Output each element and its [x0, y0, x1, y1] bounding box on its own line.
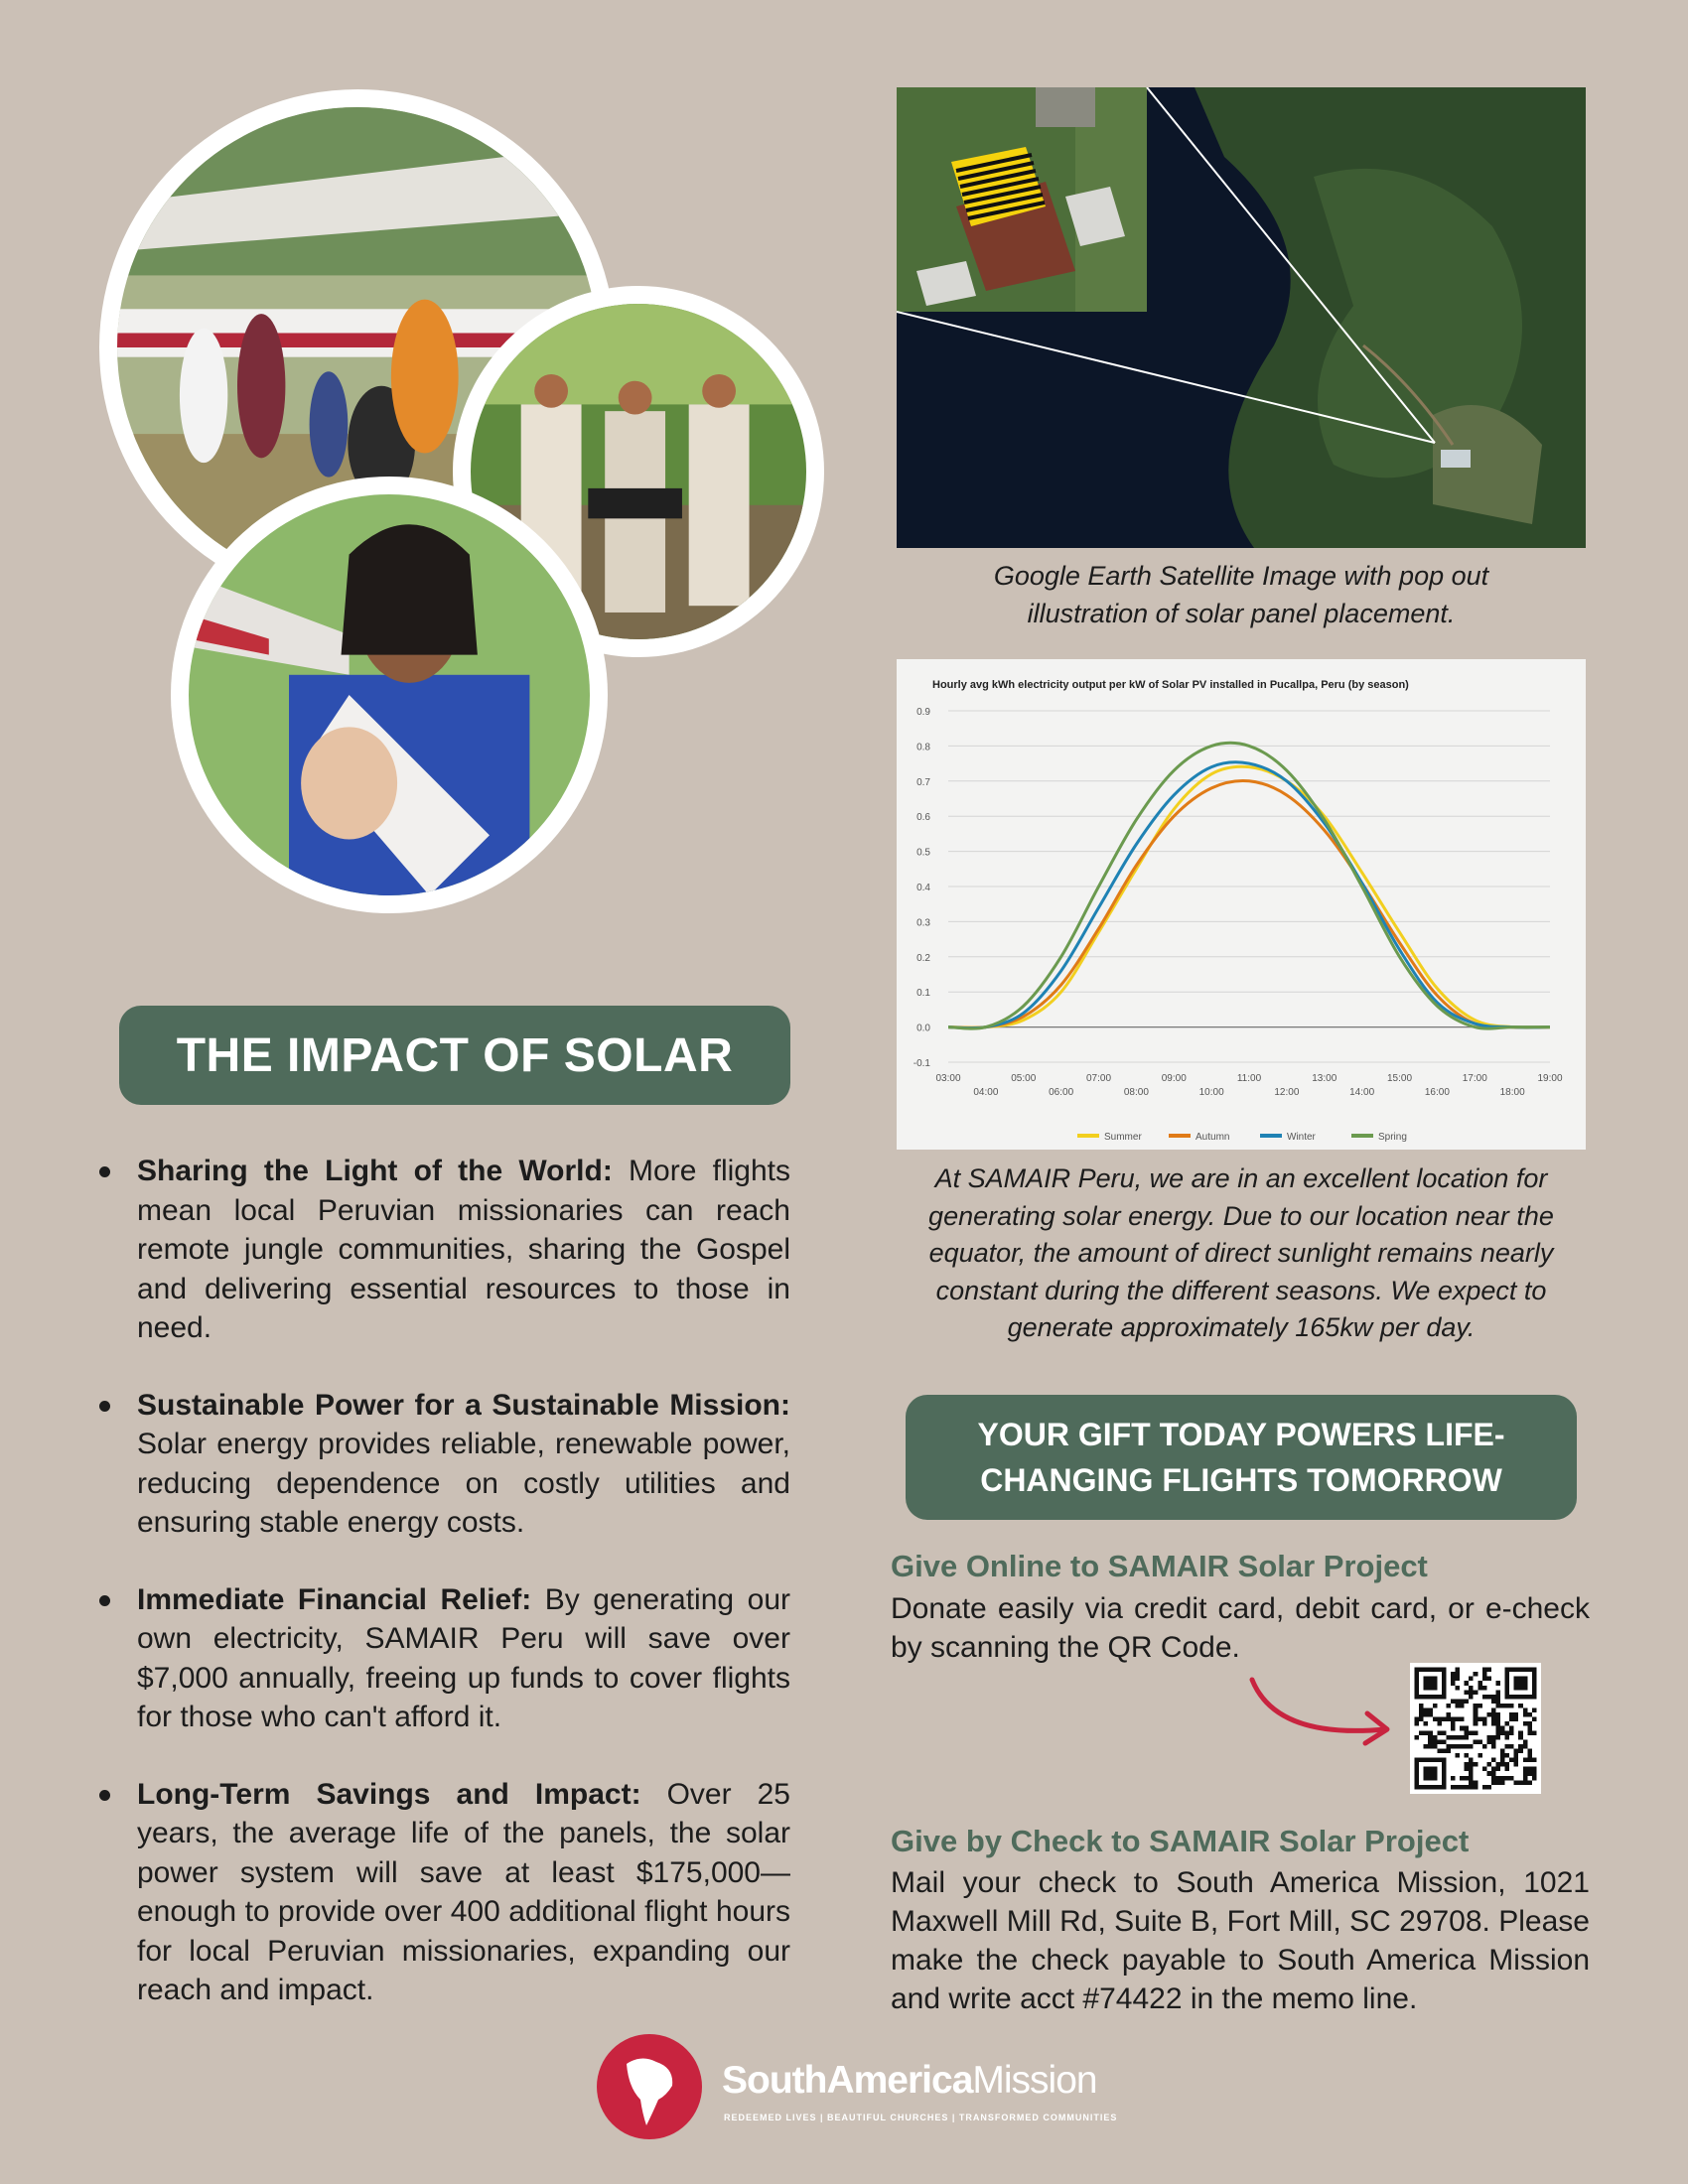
give-check-text: Mail your check to South America Mission, 1021 Maxwell Mill Rd, Suite B, Fort Mill, SC 29708. Please make the check payable to South America Mission and write acct #74422 in the memo line. — [891, 1866, 1590, 2015]
bullet-lead: Long-Term Savings and Impact: — [137, 1777, 641, 1811]
photo-mother-child — [189, 494, 590, 895]
x-tick-label: 05:00 — [1011, 1073, 1037, 1084]
legend-label: Winter — [1287, 1132, 1316, 1143]
give-check-heading: Give by Check to SAMAIR Solar Project — [891, 1824, 1470, 1858]
impact-bullet-list — [99, 1152, 790, 2048]
bullet-text: Solar energy provides reliable, renewable power, reducing dependence on costly utilities and ensuring stable energy costs. — [137, 1428, 790, 1539]
x-tick-label: 06:00 — [1049, 1087, 1074, 1098]
south-america-logo-icon — [597, 2034, 702, 2139]
x-tick-label: 08:00 — [1123, 1087, 1149, 1098]
brand-name — [722, 2059, 1097, 2103]
y-tick-label: 0.0 — [916, 1023, 930, 1034]
x-tick-label: 09:00 — [1161, 1073, 1187, 1084]
legend-label: Summer — [1104, 1132, 1142, 1143]
x-tick-label: 17:00 — [1462, 1073, 1487, 1084]
y-tick-label: 0.2 — [916, 952, 930, 964]
brand-name-bold: SouthAmerica — [722, 2059, 973, 2102]
bullet-lead: Immediate Financial Relief: — [137, 1582, 532, 1616]
x-tick-label: 15:00 — [1386, 1073, 1413, 1084]
x-tick-label: 12:00 — [1274, 1087, 1300, 1098]
x-tick-label: 07:00 — [1085, 1073, 1112, 1084]
bullet-text: By generating our own electricity, SAMAIR Peru will save over $7,000 annually, freeing up funds to cover flights for those who can't afford it. — [137, 1582, 790, 1733]
x-tick-label: 13:00 — [1312, 1073, 1337, 1084]
chart-caption: At SAMAIR Peru, we are in an excellent location for generating solar energy. Due to our location near the equator, the amount of direct sunlight remains nearly constant during the different seasons. We expect to generate approximately 165kw per day. — [928, 1163, 1554, 1342]
legend-label: Spring — [1378, 1132, 1407, 1143]
y-tick-label: 0.7 — [916, 776, 930, 788]
satellite-caption: Google Earth Satellite Image with pop out illustration of solar panel placement. — [993, 561, 1489, 628]
arrow-icon — [1246, 1670, 1405, 1759]
x-tick-label: 16:00 — [1424, 1087, 1450, 1098]
bullet-item — [99, 1386, 790, 1543]
y-tick-label: 0.1 — [916, 988, 930, 1000]
y-tick-label: 0.8 — [916, 742, 930, 753]
bullet-item — [99, 1152, 790, 1348]
bullet-text: More flights mean local Peruvian missionaries can reach remote jungle communities, sharing the Gospel and delivering essential resources to those in need. — [137, 1155, 790, 1344]
x-tick-label: 04:00 — [973, 1087, 999, 1098]
series-line-spring — [948, 743, 1550, 1028]
x-tick-label: 11:00 — [1236, 1073, 1262, 1084]
bullet-lead: Sustainable Power for a Sustainable Mission: — [137, 1388, 790, 1422]
bullet-dot — [99, 1166, 110, 1177]
x-tick-label: 19:00 — [1537, 1073, 1563, 1084]
chart-svg — [897, 659, 1586, 1150]
y-tick-label: 0.4 — [916, 883, 930, 893]
give-online-heading: Give Online to SAMAIR Solar Project — [891, 1549, 1428, 1583]
bullet-dot — [99, 1595, 110, 1606]
x-tick-label: 18:00 — [1499, 1087, 1525, 1098]
satellite-image — [897, 87, 1586, 548]
inset-solar-panel-illustration — [897, 87, 1147, 312]
bullet-item — [99, 1580, 790, 1737]
x-tick-label: 10:00 — [1198, 1087, 1224, 1098]
solar-output-chart — [897, 659, 1586, 1150]
y-tick-label: 0.3 — [916, 917, 930, 929]
chart-title: Hourly avg kWh electricity output per kW of Solar PV installed in Pucallpa, Peru (by season) — [932, 679, 1409, 691]
bullet-text: Over 25 years, the average life of the panels, the solar power system will save at least $175,000—enough to provide over 400 additional flight hours for local Peruvian missionaries, expanding our reach and impact. — [137, 1777, 790, 2006]
y-tick-label: -0.1 — [913, 1058, 930, 1069]
bullet-dot — [99, 1790, 110, 1801]
impact-title: THE IMPACT OF SOLAR — [119, 1006, 790, 1105]
gift-title: YOUR GIFT TODAY POWERS LIFE-CHANGING FLIGHTS TOMORROW — [906, 1395, 1577, 1520]
x-tick-label: 14:00 — [1349, 1087, 1375, 1098]
x-tick-label: 03:00 — [935, 1073, 961, 1084]
legend-label: Autumn — [1196, 1132, 1230, 1143]
bullet-dot — [99, 1401, 110, 1412]
brand-tagline: REDEEMED LIVES | BEAUTIFUL CHURCHES | TRANSFORMED COMMUNITIES — [724, 2113, 1118, 2122]
y-tick-label: 0.5 — [916, 847, 930, 859]
y-tick-label: 0.9 — [916, 707, 930, 718]
bullet-lead: Sharing the Light of the World: — [137, 1155, 613, 1187]
bullet-item — [99, 1775, 790, 2010]
y-tick-label: 0.6 — [916, 812, 930, 824]
photo-circle-mother-child — [171, 477, 608, 913]
brand-name-light: Mission — [972, 2059, 1097, 2102]
qr-code-icon[interactable] — [1410, 1663, 1541, 1794]
give-online-text: Donate easily via credit card, debit card, or e-check by scanning the QR Code. — [891, 1592, 1590, 1664]
